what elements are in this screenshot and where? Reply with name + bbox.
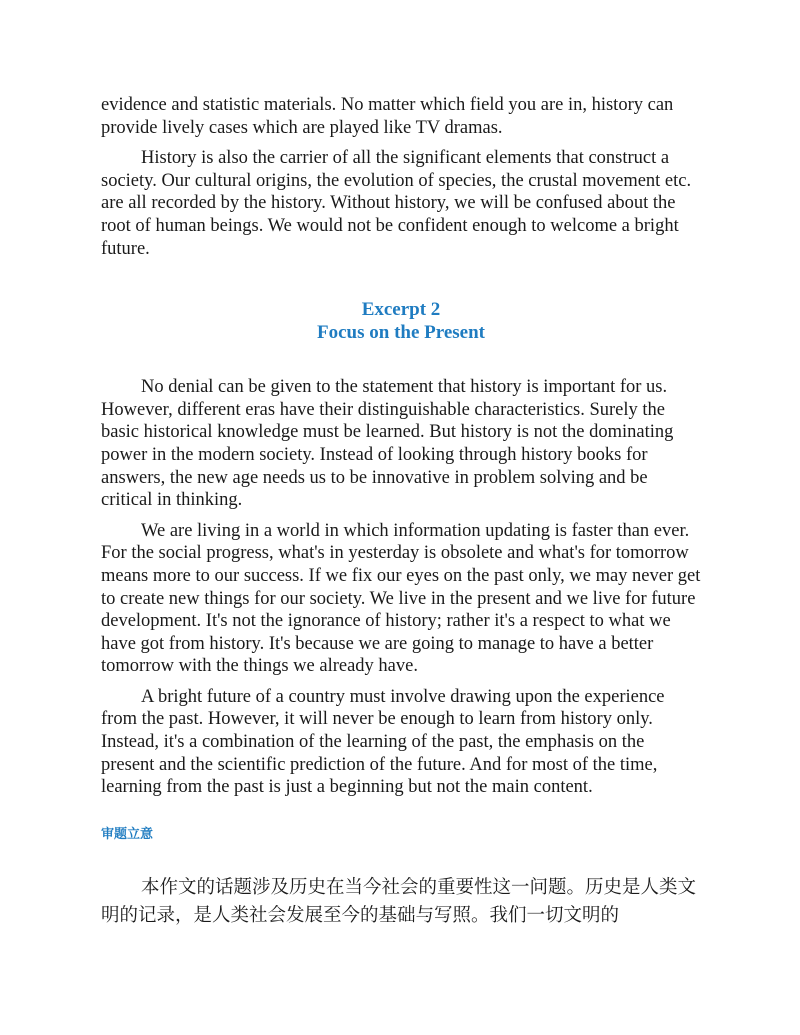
excerpt-number: Excerpt 2 xyxy=(361,299,441,321)
excerpt-paragraph-1: No denial can be given to the statement that history is important for us. However, different eras have their distinguishable characteristics. Surely the basic historical knowledge must be learned. But history is not the dominating power in the modern society. Instead of looking through history books for answers, the new age needs us to be innovative in problem solving and be critical in thinking. xyxy=(101,377,674,511)
analysis-label: 审题立意 xyxy=(101,826,154,842)
excerpt-heading xyxy=(101,298,701,344)
excerpt-paragraph-3: A bright future of a country must involve drawing upon the experience from the past. However, it will never be enough to learn from history only. Instead, it's a combination of the learning of the past, the emphasis on the present and the scientific prediction of the future. And for most of the time, learning from the past is just a beginning but not the main content. xyxy=(101,686,665,798)
analysis-paragraph: 本作文的话题涉及历史在当今社会的重要性这一问题。历史是人类文明的记录，是人类社会发展至今的基础与写照。我们一切文明的 xyxy=(101,876,697,926)
document-page xyxy=(101,94,701,930)
excerpt-paragraph-2: We are living in a world in which information updating is faster than ever. For the social progress, what's in yesterday is obsolete and what's for tomorrow means more to our success. If we fix our eyes on the past only, we may never get to create new things for our society. We live in the present and we live for future development. It's not the ignorance of history; rather it's a respect to what we have got from history. It's because we are going to manage to have a better tomorrow with the things we already have. xyxy=(101,520,701,677)
paragraph-continued: evidence and statistic materials. No matter which field you are in, history can provide lively cases which are played like TV dramas. xyxy=(101,95,674,138)
excerpt-title: Focus on the Present xyxy=(317,322,485,344)
paragraph-history-carrier: History is also the carrier of all the significant elements that construct a society. Our cultural origins, the evolution of species, the crustal movement etc. are all recorded by the history. Without history, we will be confused about the root of human beings. We would not be confident enough to welcome a bright future. xyxy=(101,148,692,259)
